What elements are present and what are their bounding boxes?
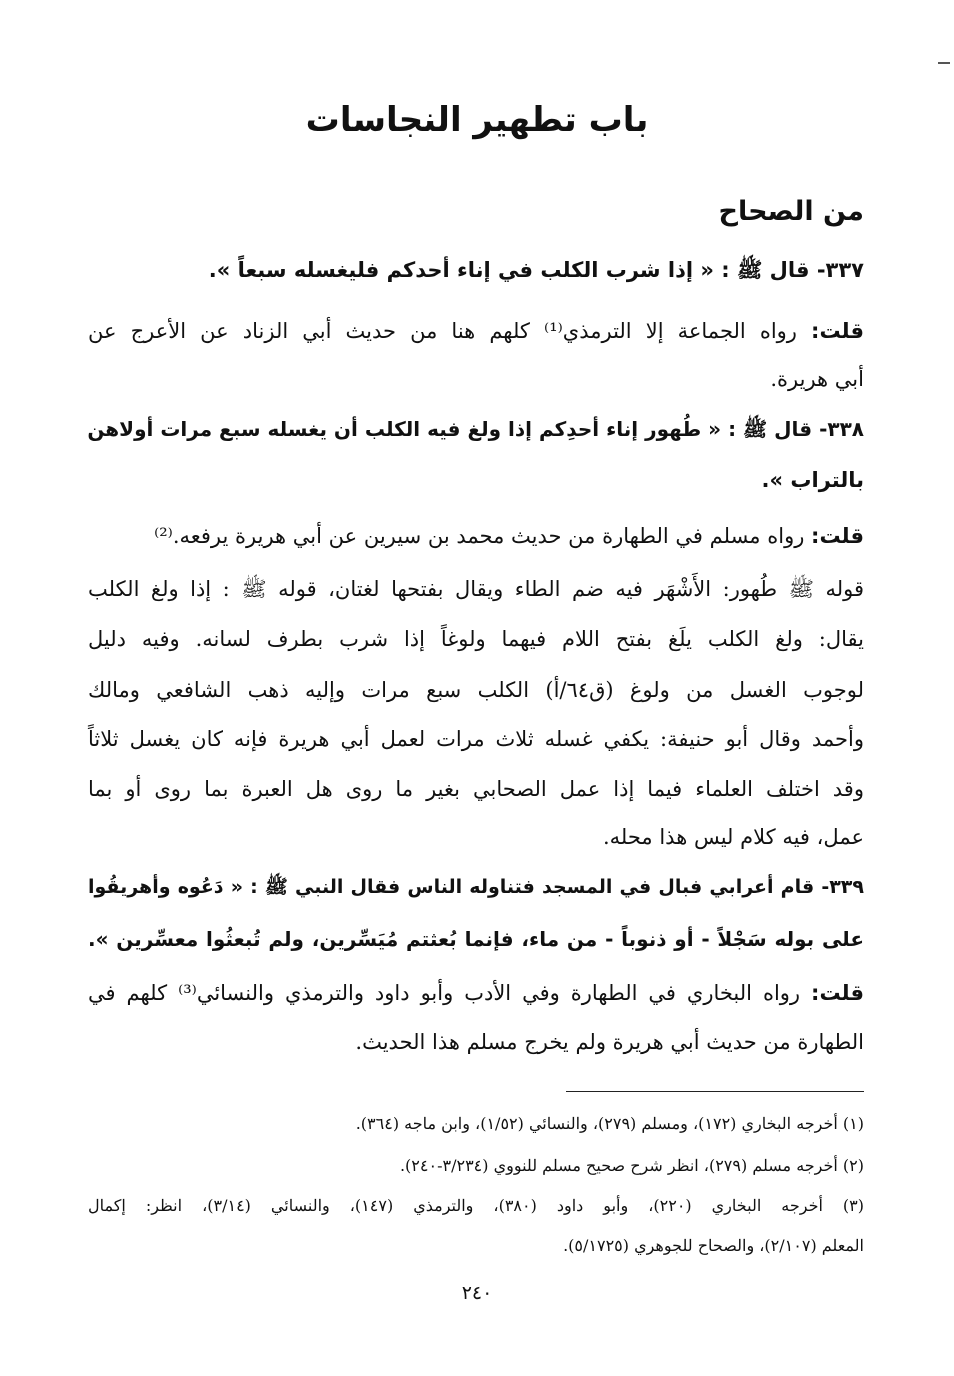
hadith-338-line-2	[88, 465, 864, 495]
corner-mark	[938, 62, 950, 64]
line-text: رواه الجماعة إلا الترمذي⁽¹⁾ كلهم هنا من حديث أبي الزناد عن الأعرج عن	[88, 319, 797, 343]
qult-label: قلت:	[811, 524, 864, 548]
hadith-339-line-1	[88, 872, 864, 902]
footnote-divider	[566, 1091, 864, 1092]
line-text: أبي هريرة.	[770, 367, 864, 391]
footnote-2: (٢) أخرجه مسلم (٢٧٩)، انظر شرح صحيح مسلم للنووي (٣/٢٣٤-٢٤٠).	[399, 1156, 864, 1175]
qult-label: قلت:	[811, 319, 864, 343]
line-text: ٣٣٧- قال ﷺ : « إذا شرب الكلب في إناء أحدكم فليغسله سبعاً ».	[208, 258, 864, 282]
comment-339-line-2	[88, 1027, 864, 1057]
comment-338-line-1	[88, 521, 864, 551]
comment-337-line-2	[88, 364, 864, 394]
comment-338-line-3	[88, 624, 864, 654]
hadith-338-line-1	[88, 414, 864, 444]
line-text: رواه البخاري في الطهارة وفي الأدب وأبو داود والترمذي والنسائي⁽³⁾ كلهم في	[88, 981, 801, 1005]
comment-338-line-2	[88, 574, 864, 604]
line-text: يقال: ولغ الكلب يلَغ بفتح اللام فيهما ولوغاً إذا شرب بطرف لسانه. وفيه دليل	[88, 627, 864, 651]
page-number: ٢٤٠	[461, 1282, 493, 1304]
footnote-3-line-1: (٣) أخرجه البخاري (٢٢٠)، وأبو داود (٣٨٠)، والترمذي (١٤٧)، والنسائي (٣/١٤)، انظر: إكمال	[88, 1196, 865, 1215]
footnote-3-line-2: المعلم (٢/١٠٧)، والصحاح للجوهري (٥/١٧٢٥).	[563, 1236, 864, 1255]
comment-337-line-1	[88, 316, 864, 346]
line-text: رواه مسلم في الطهارة من حديث محمد بن سيرين عن أبي هريرة يرفعه.⁽²⁾	[154, 524, 805, 548]
line-text: عمل، فيه كلام ليس هذا محله.	[602, 825, 864, 849]
line-text: الطهارة من حديث أبي هريرة ولم يخرج مسلم هذا الحديث.	[355, 1030, 864, 1054]
line-text: وقد اختلف العلماء فيما إذا عمل الصحابي بغير ما روى هل العبرة بما روى أو بما	[88, 777, 864, 801]
comment-338-line-6	[88, 774, 864, 804]
line-text: على بوله سَجْلاً - أو ذنوباً - من ماء، فإنما بُعثتم مُيَسِّرين، ولم تُبعثُوا معسِّرين ».	[88, 927, 864, 951]
comment-339-line-1	[88, 978, 864, 1008]
section-title: من الصحاح	[718, 196, 864, 227]
line-text: ٣٣٨- قال ﷺ : « طُهور إناء أحدِكم إذا ولغ فيه الكلب أن يغسله سبع مرات أولاهن	[87, 417, 864, 441]
line-text: ٣٣٩- قام أعرابي فبال في المسجد فتناوله الناس فقال النبي ﷺ : « دَعُوه وأهريقُوا	[88, 876, 864, 898]
chapter-title: باب تطهير النجاسات	[305, 100, 649, 140]
qult-label: قلت:	[811, 981, 864, 1005]
line-text: لوجوب الغسل من ولوغ (ق٦٤/أ) الكلب سبع مرات وإليه ذهب الشافعي ومالك	[88, 678, 864, 702]
line-text: وأحمد وقال أبو حنيفة: يكفي غسله ثلاث مرات لعمل أبي هريرة فإنه كان يغسل ثلاثاً	[88, 727, 864, 751]
comment-338-line-4	[88, 675, 864, 705]
hadith-337-line	[88, 255, 864, 285]
line-text: قوله ﷺ طُهور: الأَشْهَر فيه ضم الطاء ويقال بفتحها لغتان، قوله ﷺ : إذا ولغ الكلب	[88, 577, 864, 601]
footnote-1: (١) أخرجه البخاري (١٧٢)، ومسلم (٢٧٩)، والنسائي (١/٥٢)، وابن ماجه (٣٦٤).	[355, 1114, 864, 1133]
comment-338-line-5	[88, 724, 864, 754]
line-text: بالتراب ».	[761, 468, 864, 492]
comment-338-line-7	[88, 822, 864, 852]
hadith-339-line-2	[88, 924, 864, 954]
